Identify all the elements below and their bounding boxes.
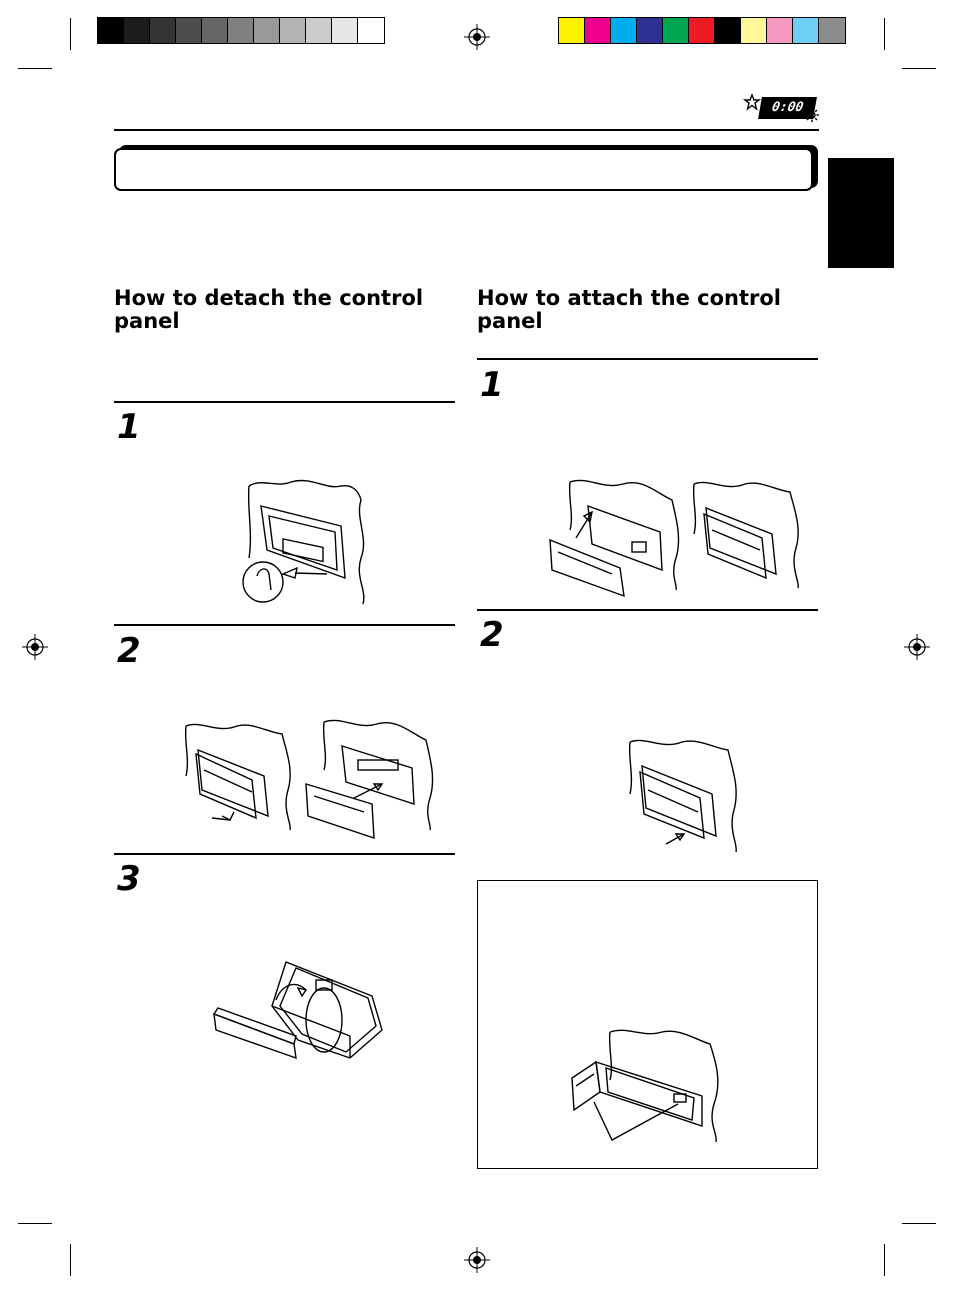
registration-mark-right — [904, 634, 930, 660]
gray-swatch — [202, 18, 228, 43]
eject-button-illustration — [241, 478, 371, 606]
step-divider — [114, 624, 455, 626]
section-title-bar — [114, 148, 813, 191]
step-divider — [114, 853, 455, 855]
color-swatch — [741, 18, 767, 43]
panel-connectors-illustration — [570, 1026, 722, 1144]
color-swatch — [611, 18, 637, 43]
step-divider — [477, 609, 818, 611]
gray-swatch — [306, 18, 332, 43]
language-tab — [828, 158, 894, 268]
header-rule — [114, 129, 819, 131]
color-swatch — [663, 18, 689, 43]
color-swatch — [767, 18, 793, 43]
registration-mark-bottom — [464, 1247, 490, 1273]
clock-display: 0:00 — [758, 97, 817, 119]
gray-swatch — [124, 18, 150, 43]
panel-attached-illustration — [690, 478, 804, 594]
gray-scale-bar — [97, 17, 385, 44]
left-step-1-number: 1 — [117, 407, 141, 447]
gray-swatch — [254, 18, 280, 43]
color-swatch — [793, 18, 819, 43]
left-step-2-number: 2 — [117, 631, 141, 671]
gray-swatch — [280, 18, 306, 43]
panel-pull-out-illustration — [302, 718, 436, 846]
carrying-case-illustration — [212, 956, 386, 1062]
star-icon — [744, 94, 760, 110]
gray-swatch — [358, 18, 384, 43]
gray-swatch — [150, 18, 176, 43]
sun-icon — [805, 108, 819, 122]
gray-swatch — [332, 18, 358, 43]
right-step-1-number: 1 — [480, 365, 504, 405]
color-scale-bar — [558, 17, 846, 44]
color-swatch — [637, 18, 663, 43]
color-swatch — [715, 18, 741, 43]
left-step-3-number: 3 — [117, 859, 141, 899]
gray-swatch — [176, 18, 202, 43]
panel-release-illustration — [182, 720, 294, 832]
step-divider — [477, 358, 818, 360]
color-swatch — [819, 18, 845, 43]
registration-mark-left — [22, 634, 48, 660]
color-swatch — [559, 18, 585, 43]
gray-swatch — [98, 18, 124, 43]
gray-swatch — [228, 18, 254, 43]
right-step-2-number: 2 — [480, 615, 504, 655]
panel-insert-illustration — [548, 478, 682, 602]
panel-lock-illustration — [624, 736, 742, 856]
detach-heading: How to detach the control panel — [114, 286, 424, 333]
color-swatch — [585, 18, 611, 43]
attach-heading: How to attach the control panel — [477, 286, 782, 333]
step-divider — [114, 401, 455, 403]
color-swatch — [689, 18, 715, 43]
registration-mark-top — [464, 24, 490, 50]
